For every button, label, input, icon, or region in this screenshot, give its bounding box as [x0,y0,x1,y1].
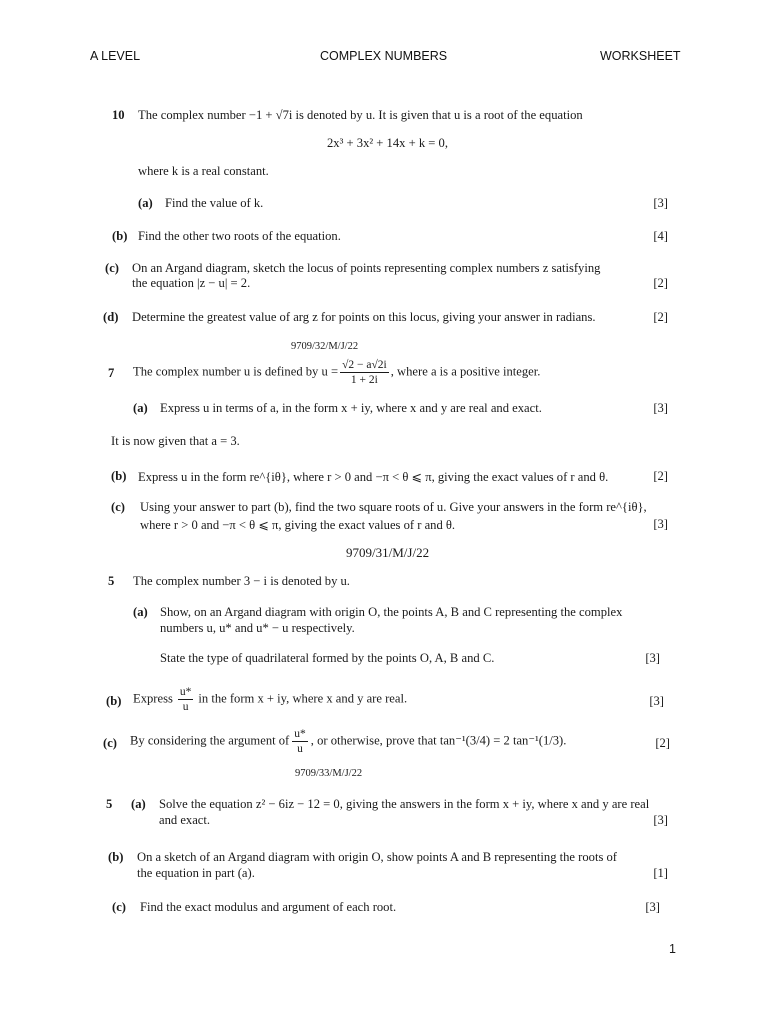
q7-c-label: (c) [111,500,125,514]
q10-where: where k is a real constant. [138,164,269,178]
q5a-b-text [133,685,407,714]
q10-a-marks: [3] [653,196,668,210]
q7-a-text: Express u in terms of a, in the form x + iy, where x and y are real and exact. [160,401,542,415]
q10-intro: The complex number −1 + √7i is denoted by u. It is given that u is a root of the equation [138,108,583,122]
paper-reference: 9709/32/M/J/22 [291,341,359,352]
q7-number: 7 [108,366,115,380]
header-left: A LEVEL [90,49,141,63]
q5a-c-pre: By considering the argument of [130,733,290,748]
header-center: COMPLEX NUMBERS [320,49,448,63]
q7-given: It is now given that a = 3. [111,434,240,448]
q5a-c-fraction [292,727,308,756]
q7-c-marks: [3] [653,517,668,531]
q5a-b-fraction [178,685,194,714]
q5b-c-marks: [3] [645,900,660,914]
q7-frac-den: 1 + 2i [350,374,378,386]
q5b-a-line1: Solve the equation z² − 6iz − 12 = 0, giving the answers in the form x + iy, where x and y are real [159,797,650,811]
q7-frac-num: √2 − a√2i [342,359,387,371]
paper-reference: 9709/31/M/J/22 [346,545,430,560]
q5a-c-frac-num: u* [294,728,306,740]
q5a-a-line3: State the type of quadrilateral formed by the points O, A, B and C. [160,651,495,665]
q5a-b-frac-num: u* [179,686,192,698]
q10-d-label: (d) [103,310,119,324]
q5b-b-line1: On a sketch of an Argand diagram with origin O, show points A and B representing the roots of [137,850,618,864]
q7-c-line2: where r > 0 and −π < θ ⩽ π, giving the exact values of r and θ. [140,518,456,532]
q5a-a-line1: Show, on an Argand diagram with origin O, the points A, B and C representing the complex [160,605,623,619]
q7-b-label: (b) [111,469,127,483]
q10-d-text: Determine the greatest value of arg z for points on this locus, giving your answer in radians. [132,310,596,324]
q5a-b-marks: [3] [649,694,664,708]
q5b-c-text: Find the exact modulus and argument of each root. [140,900,397,914]
q7-fraction [340,358,389,387]
q10-c-marks: [2] [653,276,668,290]
q5b-a-label: (a) [131,797,146,811]
q5a-a-line2: numbers u, u* and u* − u respectively. [160,621,355,635]
q7-intro-pre: The complex number u is defined by u = [133,364,339,379]
q5a-c-post: , or otherwise, prove that tan⁻¹(3/4) = 2 tan⁻¹(1/3). [310,733,567,748]
q5a-b-frac-den: u [182,701,189,713]
q10-number: 10 [112,108,125,122]
q7-c-line1: Using your answer to part (b), find the two square roots of u. Give your answers in the form re^{iθ}, [140,500,647,514]
q5b-b-line2: the equation in part (a). [137,866,255,880]
q5a-a-label: (a) [133,605,148,619]
q10-b-text: Find the other two roots of the equation. [138,229,341,243]
q7-intro [133,358,540,387]
q10-a-text: Find the value of k. [165,196,264,210]
q10-d-marks: [2] [653,310,668,324]
q5b-b-label: (b) [108,850,124,864]
q5b-b-marks: [1] [653,866,668,880]
q10-b-marks: [4] [653,229,668,243]
q10-equation: 2x³ + 3x² + 14x + k = 0, [327,136,448,150]
q5b-a-marks: [3] [653,813,668,827]
q10-c-line1: On an Argand diagram, sketch the locus of points representing complex numbers z satisfying [132,261,601,275]
q5b-c-label: (c) [112,900,126,914]
q10-c-line2: the equation |z − u| = 2. [132,276,251,290]
q5a-number: 5 [108,574,115,588]
q7-b-text: Express u in the form re^{iθ}, where r > 0 and −π < θ ⩽ π, giving the exact values of r and θ. [138,470,609,484]
header-right: WORKSHEET [600,49,681,63]
q7-a-label: (a) [133,401,148,415]
q5a-intro: The complex number 3 − i is denoted by u. [133,574,350,588]
q5b-a-line2: and exact. [159,813,211,827]
q7-a-marks: [3] [653,401,668,415]
q5a-b-pre: Express [133,691,173,706]
q10-b-label: (b) [112,229,128,243]
q10-c-label: (c) [105,261,119,275]
q7-intro-post: , where a is a positive integer. [390,364,541,379]
q5a-c-marks: [2] [655,736,670,750]
page-number: 1 [669,942,676,956]
q7-b-marks: [2] [653,469,668,483]
q5a-c-frac-den: u [297,743,303,755]
q5a-b-label: (b) [106,694,122,708]
q5a-a-marks: [3] [645,651,660,665]
q5a-c-label: (c) [103,736,117,750]
q5b-number: 5 [106,797,113,811]
q5a-b-post: in the form x + iy, where x and y are real. [198,691,408,706]
paper-reference: 9709/33/M/J/22 [295,768,363,779]
q10-a-label: (a) [138,196,153,210]
q5a-c-text [130,727,566,756]
